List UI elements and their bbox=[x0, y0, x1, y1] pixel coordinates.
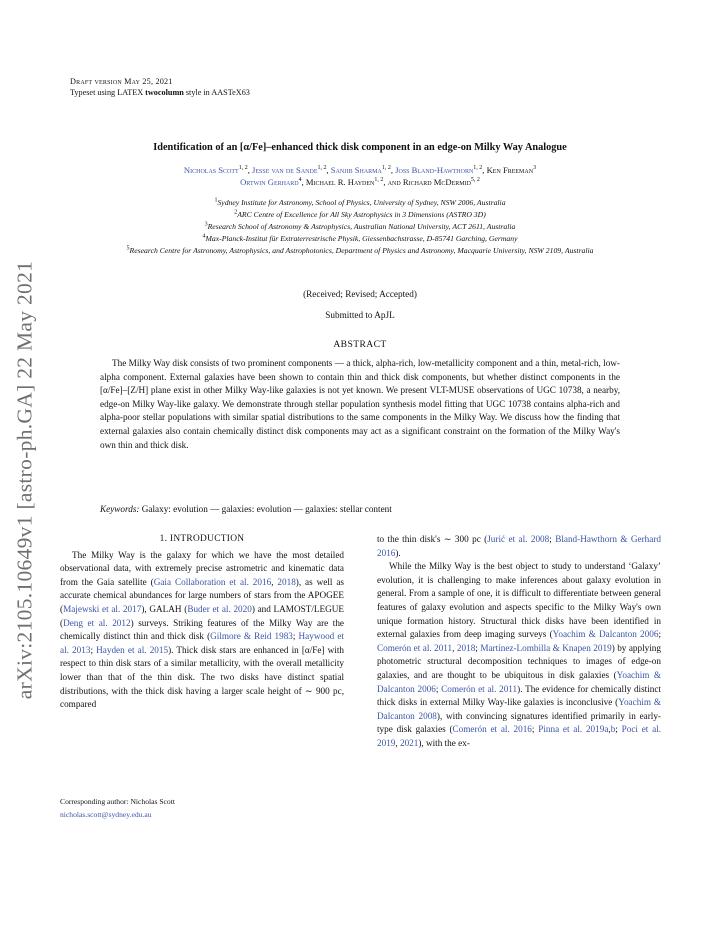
citation-link[interactable]: Buder et al. 2020 bbox=[187, 603, 252, 614]
intro-paragraph-1-cont bbox=[377, 533, 661, 560]
body-text: ; bbox=[90, 644, 97, 655]
draft-header bbox=[70, 76, 250, 98]
author-name: and Richard McDermid bbox=[387, 177, 471, 187]
citation-link[interactable]: Gilmore & Reid 1983 bbox=[210, 631, 293, 642]
body-text: ; bbox=[292, 631, 299, 642]
body-text: ). Thick disk stars are enhanced in [α/Fe] with respect to thin disk stars of a similar metallicity, with the overall metallicity lower than that of the thin disk. The two disks have distinct spatial distributions, with the thick disk having a larger scale height of ∼ 900 pc, compared bbox=[60, 644, 344, 710]
citation-link[interactable]: Haywood et al. 2013 bbox=[60, 631, 344, 655]
author-name[interactable]: Nicholas Scott bbox=[183, 165, 239, 175]
keywords-label: Keywords: bbox=[100, 504, 140, 514]
affiliation-line: $^3$Research School of Astronomy & Astrophysics, Australian National University, ACT 2611, Australia bbox=[204, 221, 516, 231]
citation-link[interactable]: Gaia Collaboration et al. 2016 bbox=[153, 576, 272, 587]
citation-link[interactable]: Pinna et al. 2019a bbox=[538, 724, 609, 735]
body-text: ), with the ex- bbox=[418, 737, 470, 748]
arxiv-identifier: arXiv:2105.10649v1 [astro-ph.GA] 22 May 2021 bbox=[12, 260, 37, 700]
author-name: Michael R. Hayden bbox=[305, 177, 375, 187]
body-text: , bbox=[608, 724, 611, 735]
submitted-line: Submitted to ApJL bbox=[325, 310, 395, 320]
abstract-heading: ABSTRACT bbox=[333, 339, 387, 350]
citation-link[interactable]: Hayden et al. 2015 bbox=[96, 644, 169, 655]
body-text: ), with convincing signatures identified primarily in early-type disk galaxies ( bbox=[377, 710, 661, 735]
author-email-link[interactable]: nicholas.scott@sydney.edu.au bbox=[60, 810, 152, 819]
body-text: , bbox=[395, 737, 400, 748]
body-text: ; bbox=[658, 629, 661, 640]
citation-link[interactable]: Martínez-Lombilla & Knapen 2019 bbox=[480, 642, 612, 653]
author-name[interactable]: Joss Bland-Hawthorn bbox=[395, 165, 474, 175]
body-text: ; bbox=[615, 724, 622, 735]
affiliation-line: $^4$Max-Planck-Institut für Extraterrestrische Physik, Giessenbachstrasse, D-85741 Garching, Germany bbox=[202, 233, 518, 243]
affiliation-line: $^5$Research Centre for Astronomy, Astrophysics, and Astrophotonics, Department of Physics and Astronomy, Macquarie University, NSW 2109, Australia bbox=[126, 245, 594, 255]
author-name[interactable]: Jesse van de Sande bbox=[252, 165, 318, 175]
body-text: ; bbox=[475, 642, 481, 653]
citation-link[interactable]: Poci et al. 2019 bbox=[377, 724, 661, 748]
affiliation-line: $^2$ARC Centre of Excellence for All Sky Astrophysics in 3 Dimensions (ASTRO 3D) bbox=[234, 209, 486, 219]
body-text: , bbox=[271, 576, 278, 587]
affiliation-line: $^1$Sydney Institute for Astronomy, School of Physics, University of Sydney, NSW 2006, Australia bbox=[214, 197, 506, 207]
abstract-text: The Milky Way disk consists of two prominent components — a thick, alpha-rich, low-metallicity component and a thin, metal-rich, low-alpha component. External galaxies have been shown to contain thin and thick disk components, but whether distinct components in the [α/Fe]–[Z/H] plane exist in other Milky Way-like galaxies is not yet known. We present VLT-MUSE observations of UGC 10738, a nearby, edge-on Milky Way-like galaxy. We demonstrate through stellar population synthesis model fitting that UGC 10738 contains alpha-rich and alpha-poor stellar populations with similar spatial distributions to the same components in the Milky Way. We discuss how the finding that external galaxies also contain chemically distinct disk components may act as a significant constraint on the formation of the Milky Way's own thin and thick disk. bbox=[100, 358, 620, 450]
typeset-line: Typeset using LATEX twocolumn style in AASTeX63 bbox=[70, 88, 250, 97]
body-text: , bbox=[452, 642, 457, 653]
citation-link[interactable]: 2021 bbox=[399, 737, 419, 748]
arxiv-sidebar bbox=[0, 245, 60, 715]
author-name: Ken Freeman bbox=[486, 165, 534, 175]
body-text: to the thin disk's ∼ 300 pc ( bbox=[377, 534, 488, 544]
author-name[interactable]: Sanjib Sharma bbox=[330, 165, 382, 175]
author-list: Nicholas Scott$^{1, 2}$, Jesse van de Sande$^{1, 2}$, Sanjib Sharma$^{1, 2}$, Joss Bland-Hawthorn$^{1, 2}$, Ken Freeman$^3$ Ortwin Gerhard$^4$, Michael R. Hayden$^{1, 2}$, and Richard McDermid$^{5, 2}$ bbox=[183, 165, 537, 187]
body-text: ) by applying photometric structural decomposition techniques to images of edge-on galaxies, and are thought to be ubiquitous in disk galaxies ( bbox=[377, 642, 661, 680]
section-heading: 1. INTRODUCTION bbox=[159, 534, 245, 544]
left-column bbox=[60, 533, 344, 712]
body-text: ; bbox=[531, 724, 539, 735]
body-text: ), as well as accurate chemical abundances for large numbers of stars from the APOGEE ( bbox=[60, 576, 345, 614]
body-text: ) surveys. Striking features of the Milky Way are the chemically distinct thin and thick disk ( bbox=[60, 617, 344, 642]
body-text: ) and LAMOST/LEGUE ( bbox=[60, 603, 344, 628]
body-text: ), GALAH ( bbox=[141, 603, 188, 614]
intro-paragraph-1 bbox=[60, 549, 344, 712]
citation-link[interactable]: 2018 bbox=[277, 576, 296, 587]
draft-version: Draft version May 25, 2021 bbox=[70, 77, 173, 86]
corresponding-label: Corresponding author: Nicholas Scott bbox=[60, 797, 175, 806]
intro-paragraph-2 bbox=[377, 560, 661, 750]
received-line: (Received; Revised; Accepted) bbox=[303, 289, 417, 299]
citation-link[interactable]: Jurić et al. 2008 bbox=[487, 534, 550, 544]
citation-link[interactable]: Bland-Hawthorn & Gerhard 2016 bbox=[377, 534, 661, 558]
keywords-text: Galaxy: evolution — galaxies: evolution — galaxies: stellar content bbox=[141, 504, 392, 514]
body-text: ; bbox=[435, 683, 442, 694]
citation-link[interactable]: Majewski et al. 2017 bbox=[63, 603, 142, 614]
citation-link[interactable]: Comerón et al. 2016 bbox=[452, 724, 532, 735]
corresponding-author bbox=[60, 795, 344, 821]
affiliations bbox=[55, 197, 665, 257]
body-text: ). The evidence for chemically distinct thick disks in external Milky Way-like galaxies is inconclusive ( bbox=[377, 683, 661, 708]
keywords bbox=[100, 504, 620, 514]
right-column bbox=[377, 533, 661, 751]
citation-link[interactable]: Yoachim & Dalcanton 2008 bbox=[377, 697, 661, 721]
body-text: ). bbox=[395, 547, 401, 558]
citation-link[interactable]: b bbox=[610, 724, 616, 735]
citation-link[interactable]: Yoachim & Dalcanton 2006 bbox=[552, 629, 659, 640]
paper-title: Identification of an [α/Fe]–enhanced thick disk component in an edge-on Milky Way Analogue bbox=[153, 142, 567, 153]
body-text: ; bbox=[549, 534, 556, 544]
citation-link[interactable]: Comerón et al. 2011 bbox=[377, 642, 453, 653]
body-text: While the Milky Way is the best object to study to understand ‘Galaxy’ evolution, it is challenging to make inferences about galaxy evolution in general. From a sample of one, it is difficult to differentiate between general features of galaxy evolution and aspects specific to the Milky Way's own unique formation history. Structural thick disks have been identified in external galaxies from deep imaging surveys ( bbox=[377, 561, 661, 640]
citation-link[interactable]: 2018 bbox=[456, 642, 476, 653]
body-text: The Milky Way is the galaxy for which we have the most detailed observational data, with extremely precise astrometric and kinematic data from the Gaia satellite ( bbox=[60, 549, 344, 587]
citation-link[interactable]: Yoachim & Dalcanton 2006 bbox=[377, 669, 661, 694]
author-name[interactable]: Ortwin Gerhard bbox=[240, 177, 299, 187]
citation-link[interactable]: Comerón et al. 2011 bbox=[441, 683, 518, 694]
citation-link[interactable]: Deng et al. 2012 bbox=[63, 617, 131, 628]
